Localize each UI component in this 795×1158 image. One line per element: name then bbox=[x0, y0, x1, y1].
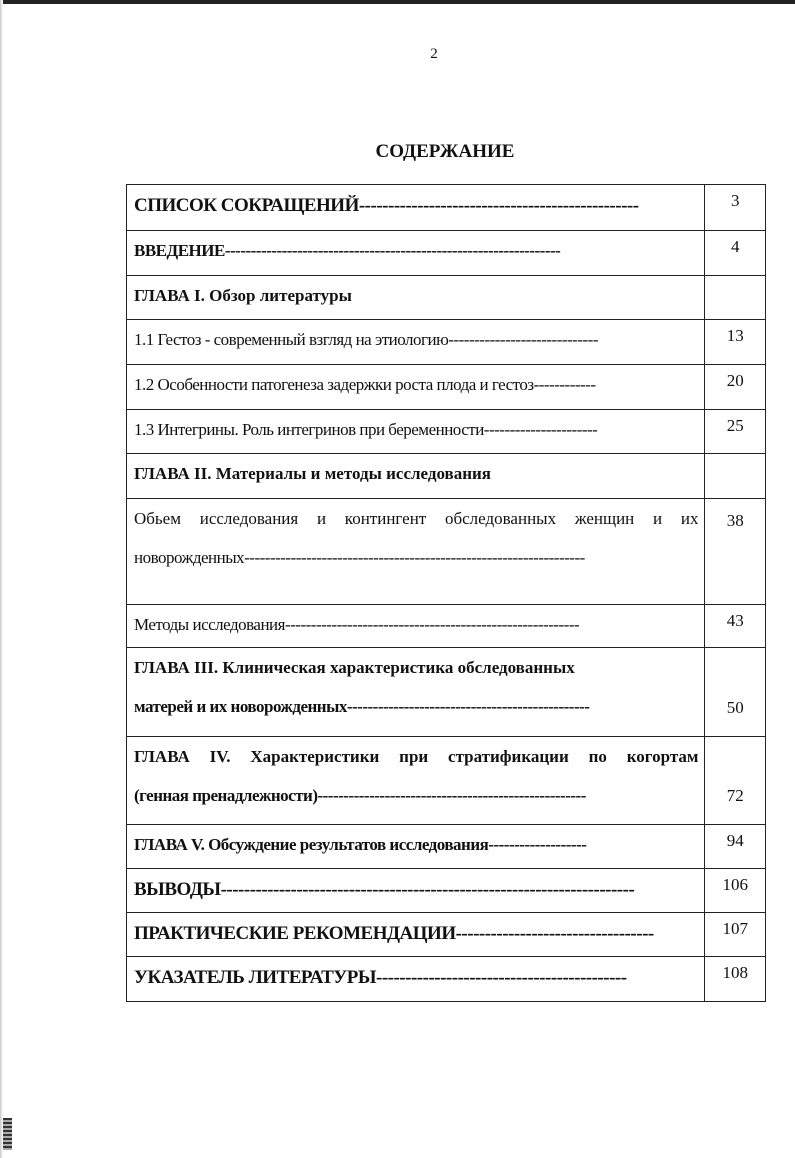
toc-row-chapter-5 bbox=[127, 825, 766, 869]
toc-entry bbox=[127, 410, 705, 454]
scan-artifact bbox=[3, 1118, 12, 1150]
toc-entry-text: 1.2 Особенности патогенеза задержки роста плода и гестоз------------ bbox=[134, 375, 596, 394]
toc-page: 50 bbox=[705, 648, 766, 737]
toc-entry bbox=[127, 648, 705, 737]
toc-entry bbox=[127, 454, 705, 499]
toc-row-abbreviations bbox=[127, 185, 766, 231]
toc-page: 38 bbox=[705, 499, 766, 605]
toc-entry-text: матерей и их новорожденных----------------------------------------------- bbox=[134, 697, 590, 716]
toc-page: 94 bbox=[705, 825, 766, 869]
toc-row-conclusions bbox=[127, 869, 766, 913]
toc-page: 20 bbox=[705, 365, 766, 410]
toc-row-references bbox=[127, 957, 766, 1002]
toc-entry-text: ВЫВОДЫ----------------------------------------------------------------------- bbox=[134, 879, 635, 900]
toc-row-chapter-3 bbox=[127, 648, 766, 737]
toc-entry-text: СПИСОК СОКРАЩЕНИЙ------------------------------------------------ bbox=[134, 195, 639, 216]
toc-page: 13 bbox=[705, 320, 766, 365]
toc-entry-text: ПРАКТИЧЕСКИЕ РЕКОМЕНДАЦИИ---------------------------------- bbox=[134, 923, 654, 944]
scan-top-edge bbox=[0, 0, 795, 4]
toc-row-chapter-1 bbox=[127, 276, 766, 320]
table-of-contents bbox=[126, 184, 766, 1002]
toc-page: 4 bbox=[705, 231, 766, 276]
page-number: 2 bbox=[430, 46, 438, 62]
toc-entry-text: Методы исследования--------------------------------------------------------- bbox=[134, 615, 580, 634]
toc-entry bbox=[127, 365, 705, 410]
toc-entry bbox=[127, 499, 705, 605]
toc-title: СОДЕРЖАНИЕ bbox=[375, 141, 515, 162]
toc-entry bbox=[127, 825, 705, 869]
toc-row-1-1 bbox=[127, 320, 766, 365]
toc-page bbox=[705, 454, 766, 499]
toc-entry bbox=[127, 276, 705, 320]
toc-entry-text: ГЛАВА I. Обзор литературы bbox=[134, 286, 352, 305]
toc-entry-text: ГЛАВА IV. Характеристики при стратификации по когортам bbox=[134, 747, 699, 766]
toc-row-1-3 bbox=[127, 410, 766, 454]
toc-row-introduction bbox=[127, 231, 766, 276]
toc-entry-text: (генная пренадлежности)---------------------------------------------------- bbox=[134, 786, 586, 805]
toc-page: 43 bbox=[705, 605, 766, 648]
toc-entry bbox=[127, 869, 705, 913]
toc-entry-text: новорожденных------------------------------------------------------------------ bbox=[134, 548, 585, 567]
toc-page: 72 bbox=[705, 737, 766, 825]
toc-row-chapter-2 bbox=[127, 454, 766, 499]
toc-row-chapter-4 bbox=[127, 737, 766, 825]
toc-page: 3 bbox=[705, 185, 766, 231]
toc-page: 108 bbox=[705, 957, 766, 1002]
toc-row-2-2 bbox=[127, 605, 766, 648]
toc-entry-text: ГЛАВА V. Обсуждение результатов исследования------------------- bbox=[134, 835, 587, 854]
scan-left-shadow bbox=[0, 0, 3, 1158]
toc-entry-text: ВВЕДЕНИЕ----------------------------------------------------------------- bbox=[134, 241, 561, 260]
toc-entry bbox=[127, 913, 705, 957]
toc-entry-text: ГЛАВА III. Клиническая характеристика обследованных bbox=[134, 658, 575, 677]
toc-page: 25 bbox=[705, 410, 766, 454]
toc-page: 106 bbox=[705, 869, 766, 913]
toc-entry bbox=[127, 231, 705, 276]
toc-page bbox=[705, 276, 766, 320]
toc-entry bbox=[127, 605, 705, 648]
toc-page: 107 bbox=[705, 913, 766, 957]
toc-entry-text: Обьем исследования и контингент обследованных женщин и их bbox=[134, 509, 699, 528]
toc-row-recommendations bbox=[127, 913, 766, 957]
toc-entry bbox=[127, 957, 705, 1002]
toc-entry-text: 1.3 Интегрины. Роль интегринов при беременности---------------------- bbox=[134, 420, 598, 439]
toc-entry-text: ГЛАВА II. Материалы и методы исследования bbox=[134, 464, 491, 483]
toc-entry bbox=[127, 185, 705, 231]
toc-entry-text: УКАЗАТЕЛЬ ЛИТЕРАТУРЫ------------------------------------------- bbox=[134, 967, 627, 988]
toc-entry bbox=[127, 737, 705, 825]
toc-entry bbox=[127, 320, 705, 365]
toc-entry-text: 1.1 Гестоз - современный взгляд на этиологию----------------------------- bbox=[134, 330, 598, 349]
toc-row-2-1 bbox=[127, 499, 766, 605]
toc-row-1-2 bbox=[127, 365, 766, 410]
